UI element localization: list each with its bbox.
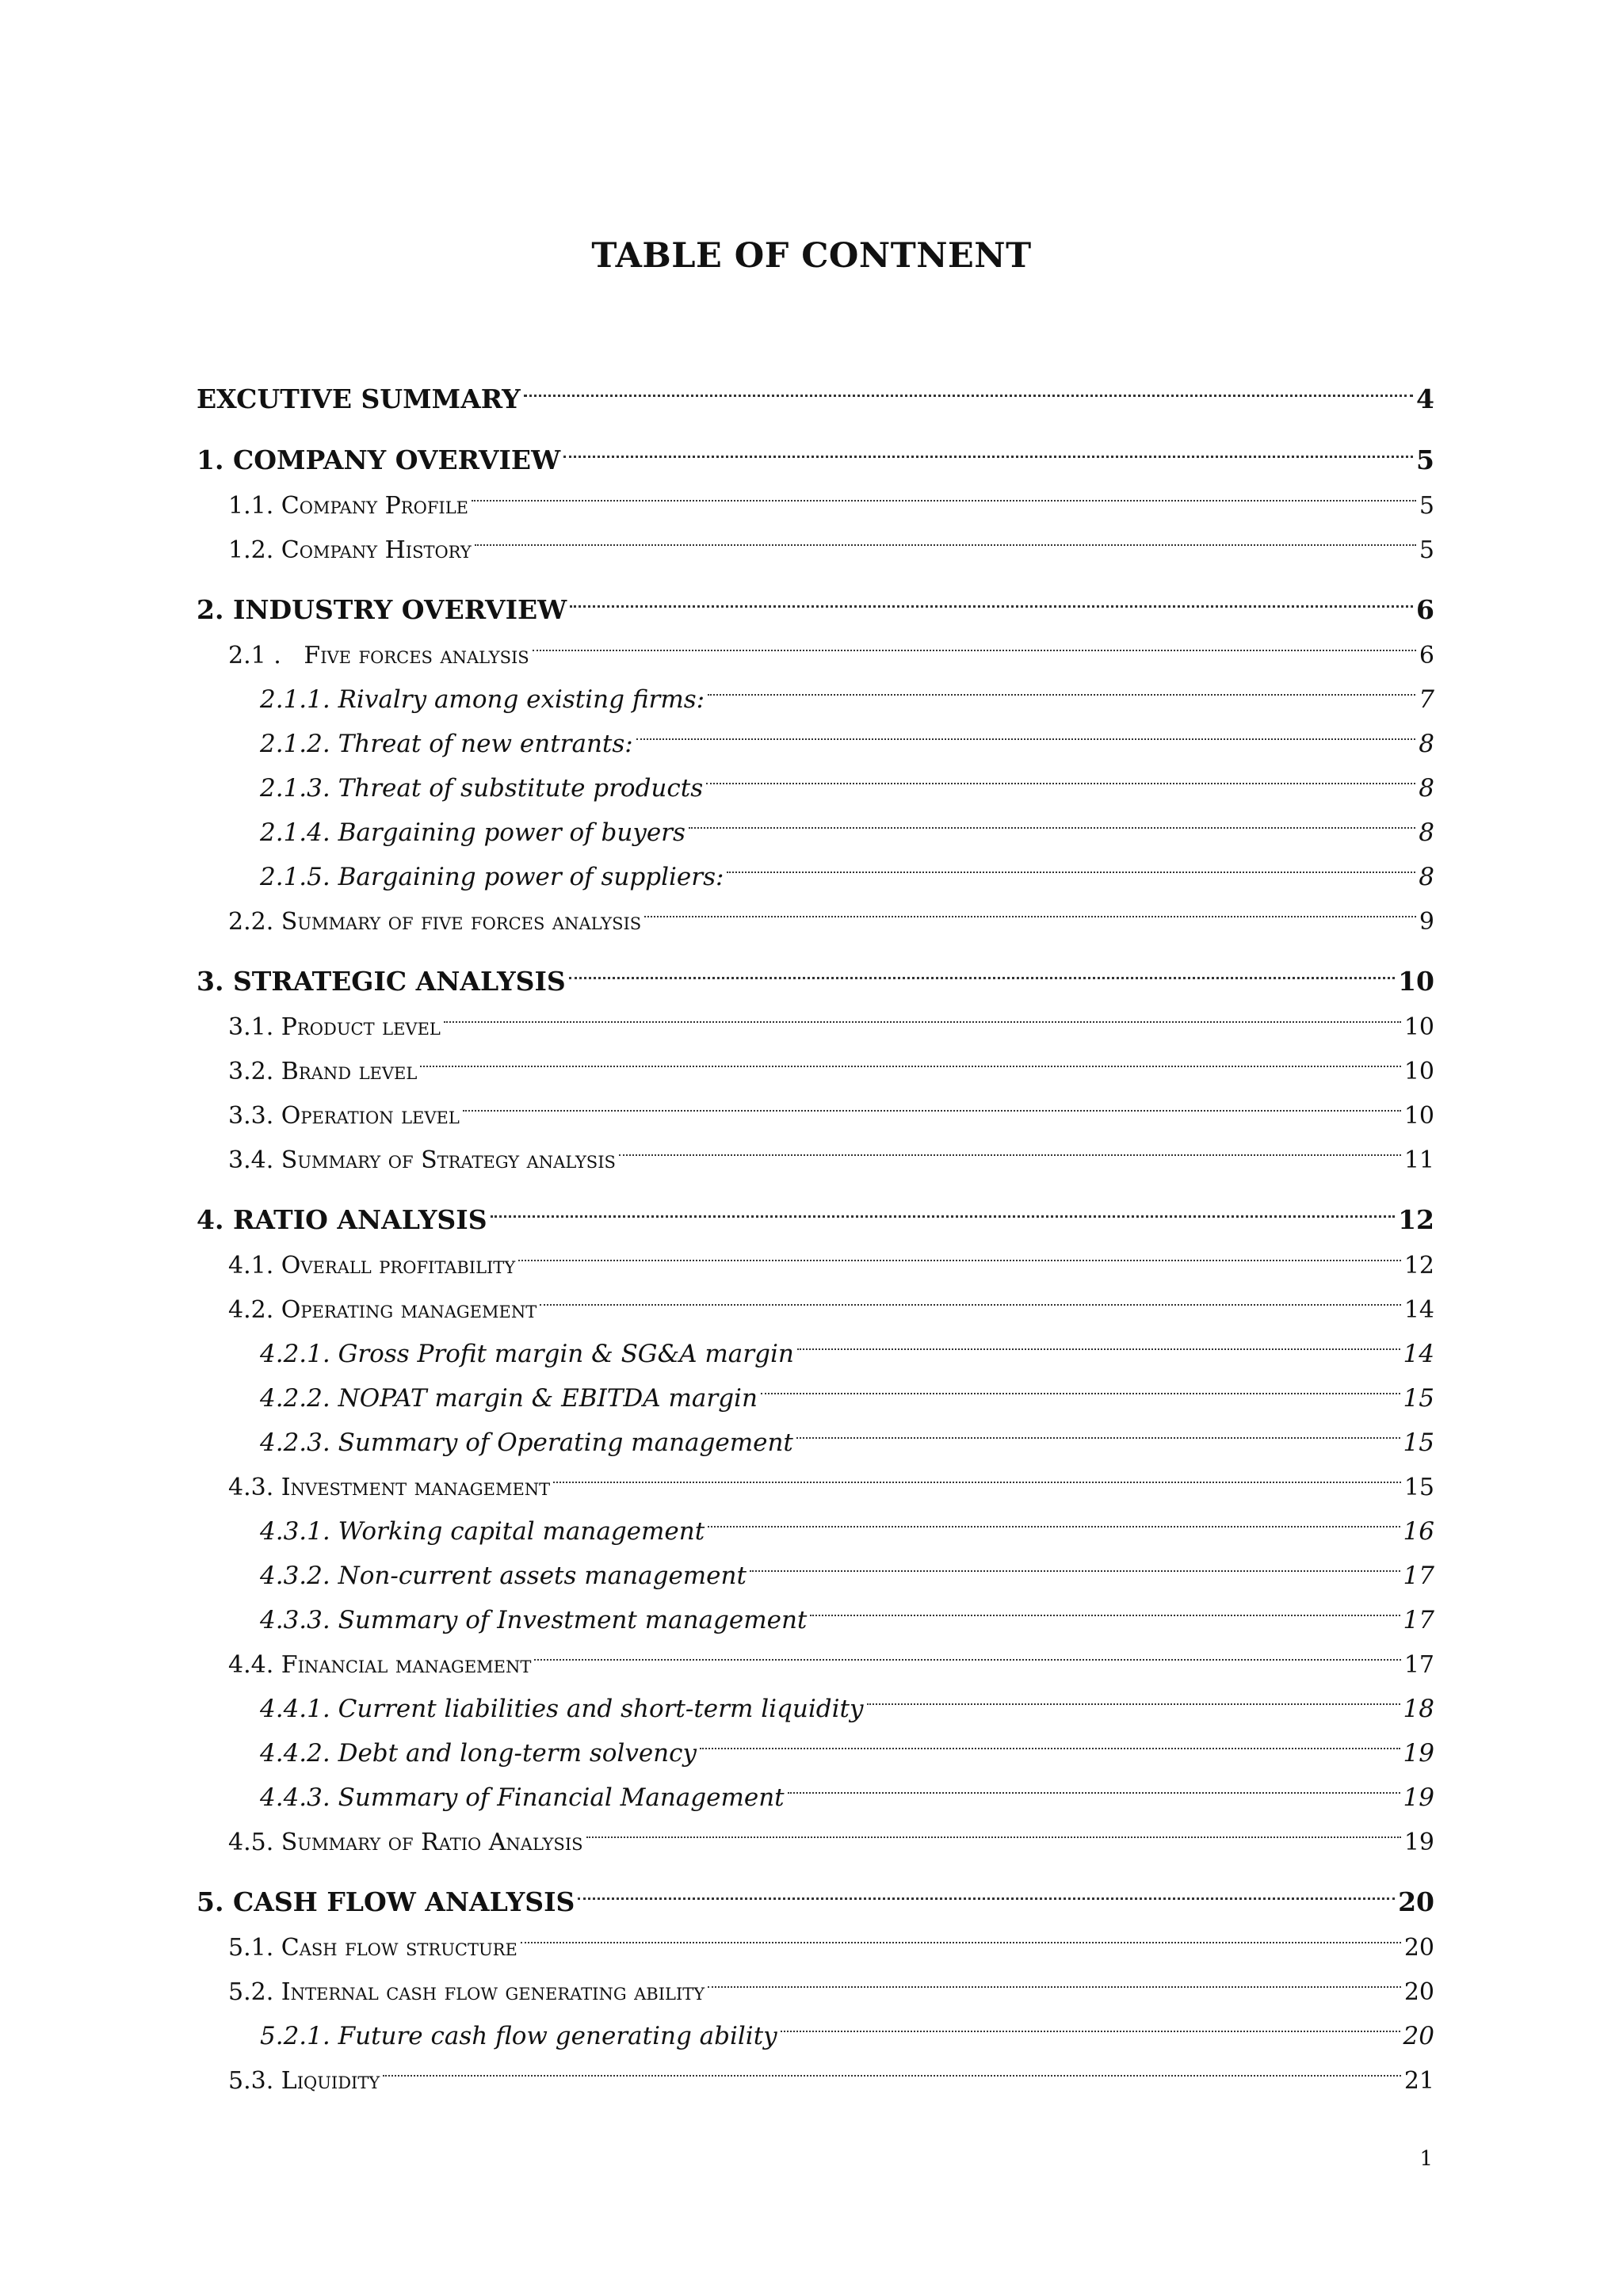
toc-page-number: 6 [1416,594,1434,625]
toc-entry-cash-flow-analysis[interactable]: 5. CASH FLOW ANALYSIS 20 [197,1871,1434,1911]
toc-page-number: 4 [1416,383,1434,414]
toc-page-number: 19 [1403,1783,1434,1812]
toc-entry-nopat-margin[interactable]: 4.2.2. NOPAT margin & EBITDA margin 15 [260,1367,1434,1406]
toc-page-number: 19 [1403,1739,1434,1768]
toc-entry-ratio-summary[interactable]: 4.5. Summary of Ratio Analysis 19 [228,1810,1434,1850]
toc-entry-executive-summary[interactable]: EXCUTIVE SUMMARY 4 [197,368,1434,408]
toc-page-number: 14 [1403,1340,1434,1368]
toc-title: TABLE OF CONTNENT [591,236,1032,276]
toc-entry-strategic-analysis[interactable]: 3. STRATEGIC ANALYSIS 10 [197,951,1434,990]
toc-page-number: 5 [1419,492,1434,520]
toc-entry-substitute-products[interactable]: 2.1.3. Threat of substitute products 8 [260,757,1434,796]
toc-entry-product-level[interactable]: 3.1. Product level 10 [228,995,1434,1035]
toc-entry-five-forces-summary[interactable]: 2.2. Summary of five forces analysis 9 [228,890,1434,929]
toc-entry-five-forces[interactable]: 2.1 . Five forces analysis 6 [228,624,1434,663]
toc-entry-current-liabilities[interactable]: 4.4.1. Current liabilities and short-term liquidity 18 [260,1677,1434,1717]
toc-page-number: 10 [1403,1102,1434,1130]
toc-entry-operating-management[interactable]: 4.2. Operating management 14 [228,1278,1434,1318]
toc-page-number: 11 [1403,1146,1434,1174]
toc-entry-internal-cash-flow[interactable]: 5.2. Internal cash flow generating ability 20 [228,1960,1434,2000]
toc-page-number: 10 [1398,966,1434,997]
toc-page-number: 5 [1416,444,1434,475]
toc-page-number: 18 [1403,1695,1434,1723]
toc-page-number: 15 [1403,1474,1434,1501]
toc-page-number: 15 [1403,1428,1434,1457]
toc-entry-investment-summary[interactable]: 4.3.3. Summary of Investment management 17 [260,1589,1434,1628]
toc-entry-non-current-assets[interactable]: 4.3.2. Non-current assets management 17 [260,1544,1434,1584]
toc-entry-strategy-summary[interactable]: 3.4. Summary of Strategy analysis 11 [228,1128,1434,1168]
toc-page-number: 17 [1403,1606,1434,1634]
toc-entry-cash-flow-structure[interactable]: 5.1. Cash flow structure 20 [228,1916,1434,1955]
toc-entry-industry-overview[interactable]: 2. INDUSTRY OVERVIEW 6 [197,579,1434,619]
toc-entry-company-profile[interactable]: 1.1. Company Profile 5 [228,474,1434,513]
toc-page-number: 17 [1403,1562,1434,1590]
toc-page-number: 10 [1403,1013,1434,1041]
toc-entry-brand-level[interactable]: 3.2. Brand level 10 [228,1039,1434,1079]
toc-page-number: 8 [1419,774,1434,803]
toc-entry-buyers[interactable]: 2.1.4. Bargaining power of buyers 8 [260,801,1434,841]
toc-page-number: 14 [1403,1296,1434,1324]
toc-entry-company-history[interactable]: 1.2. Company History 5 [228,518,1434,558]
toc-entry-suppliers[interactable]: 2.1.5. Bargaining power of suppliers: 8 [260,845,1434,885]
toc-page-number: 20 [1403,2022,1434,2050]
toc-entry-working-capital[interactable]: 4.3.1. Working capital management 16 [260,1500,1434,1539]
toc-page-number: 16 [1403,1517,1434,1546]
toc-page-number: 8 [1419,730,1434,758]
toc-entry-liquidity[interactable]: 5.3. Liquidity 21 [228,2049,1434,2088]
toc-page-number: 9 [1419,908,1434,936]
toc-page-number: 20 [1403,1978,1434,2006]
toc-page-number: 12 [1398,1204,1434,1235]
toc-entry-financial-summary[interactable]: 4.4.3. Summary of Financial Management 19 [260,1766,1434,1806]
toc-page-number: 6 [1419,642,1434,669]
page-footer-number: 1 [1419,2147,1433,2171]
toc-entry-overall-profitability[interactable]: 4.1. Overall profitability 12 [228,1234,1434,1273]
toc-entry-new-entrants[interactable]: 2.1.2. Threat of new entrants: 8 [260,712,1434,752]
toc-page-number: 10 [1403,1058,1434,1085]
toc-page-number: 20 [1403,1934,1434,1962]
toc-entry-debt-solvency[interactable]: 4.4.2. Debt and long-term solvency 19 [260,1722,1434,1761]
toc-page-number: 17 [1403,1651,1434,1679]
toc-page-number: 8 [1419,818,1434,847]
toc-page-number: 15 [1403,1384,1434,1413]
toc-entry-operating-summary[interactable]: 4.2.3. Summary of Operating management 15 [260,1411,1434,1451]
toc-entry-gross-profit-margin[interactable]: 4.2.1. Gross Profit margin & SG&A margin 14 [260,1322,1434,1362]
toc-page-number: 21 [1403,2067,1434,2095]
toc-entry-investment-management[interactable]: 4.3. Investment management 15 [228,1455,1434,1495]
toc-entry-future-cash-flow[interactable]: 5.2.1. Future cash flow generating ability 20 [260,2004,1434,2044]
toc-page-number: 8 [1419,863,1434,891]
toc-entry-operation-level[interactable]: 3.3. Operation level 10 [228,1084,1434,1123]
toc-page-number: 5 [1419,536,1434,564]
toc-page-number: 7 [1419,685,1434,714]
toc-entry-ratio-analysis[interactable]: 4. RATIO ANALYSIS 12 [197,1189,1434,1229]
toc-entry-financial-management[interactable]: 4.4. Financial management 17 [228,1633,1434,1672]
toc-entry-rivalry[interactable]: 2.1.1. Rivalry among existing firms: 7 [260,668,1434,707]
toc-page-number: 19 [1403,1829,1434,1856]
toc-entry-company-overview[interactable]: 1. COMPANY OVERVIEW 5 [197,429,1434,469]
toc-page-number: 20 [1398,1886,1434,1917]
toc-page-number: 12 [1403,1252,1434,1280]
